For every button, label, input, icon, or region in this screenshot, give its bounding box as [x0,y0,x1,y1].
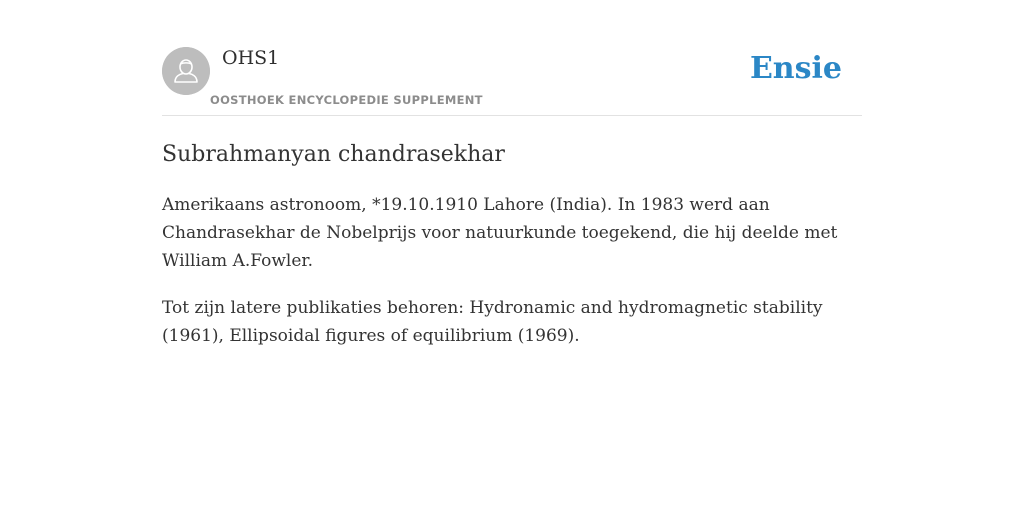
entry-paragraph: Amerikaans astronoom, *19.10.1910 Lahore (India). In 1983 werd aan Chandrasekhar de Nobelprijs voor natuurkunde toegekend, die hij deelde met William A.Fowler. [162,195,838,271]
author-avatar[interactable] [162,47,210,95]
ensie-logo[interactable]: Ensie [749,51,842,86]
entry-title: Subrahmanyan chandrasekhar [162,142,505,167]
author-name[interactable]: OHS1 [222,47,280,69]
entry-paragraph: Tot zijn latere publikaties behoren: Hydronamic and hydromagnetic stability (1961), Ellipsoidal figures of equilibrium (1969). [162,298,823,346]
page-header [162,0,862,116]
user-placeholder-icon [162,47,210,95]
publication-name[interactable]: OOSTHOEK ENCYCLOPEDIE SUPPLEMENT [210,93,483,107]
entry-content [162,138,862,350]
